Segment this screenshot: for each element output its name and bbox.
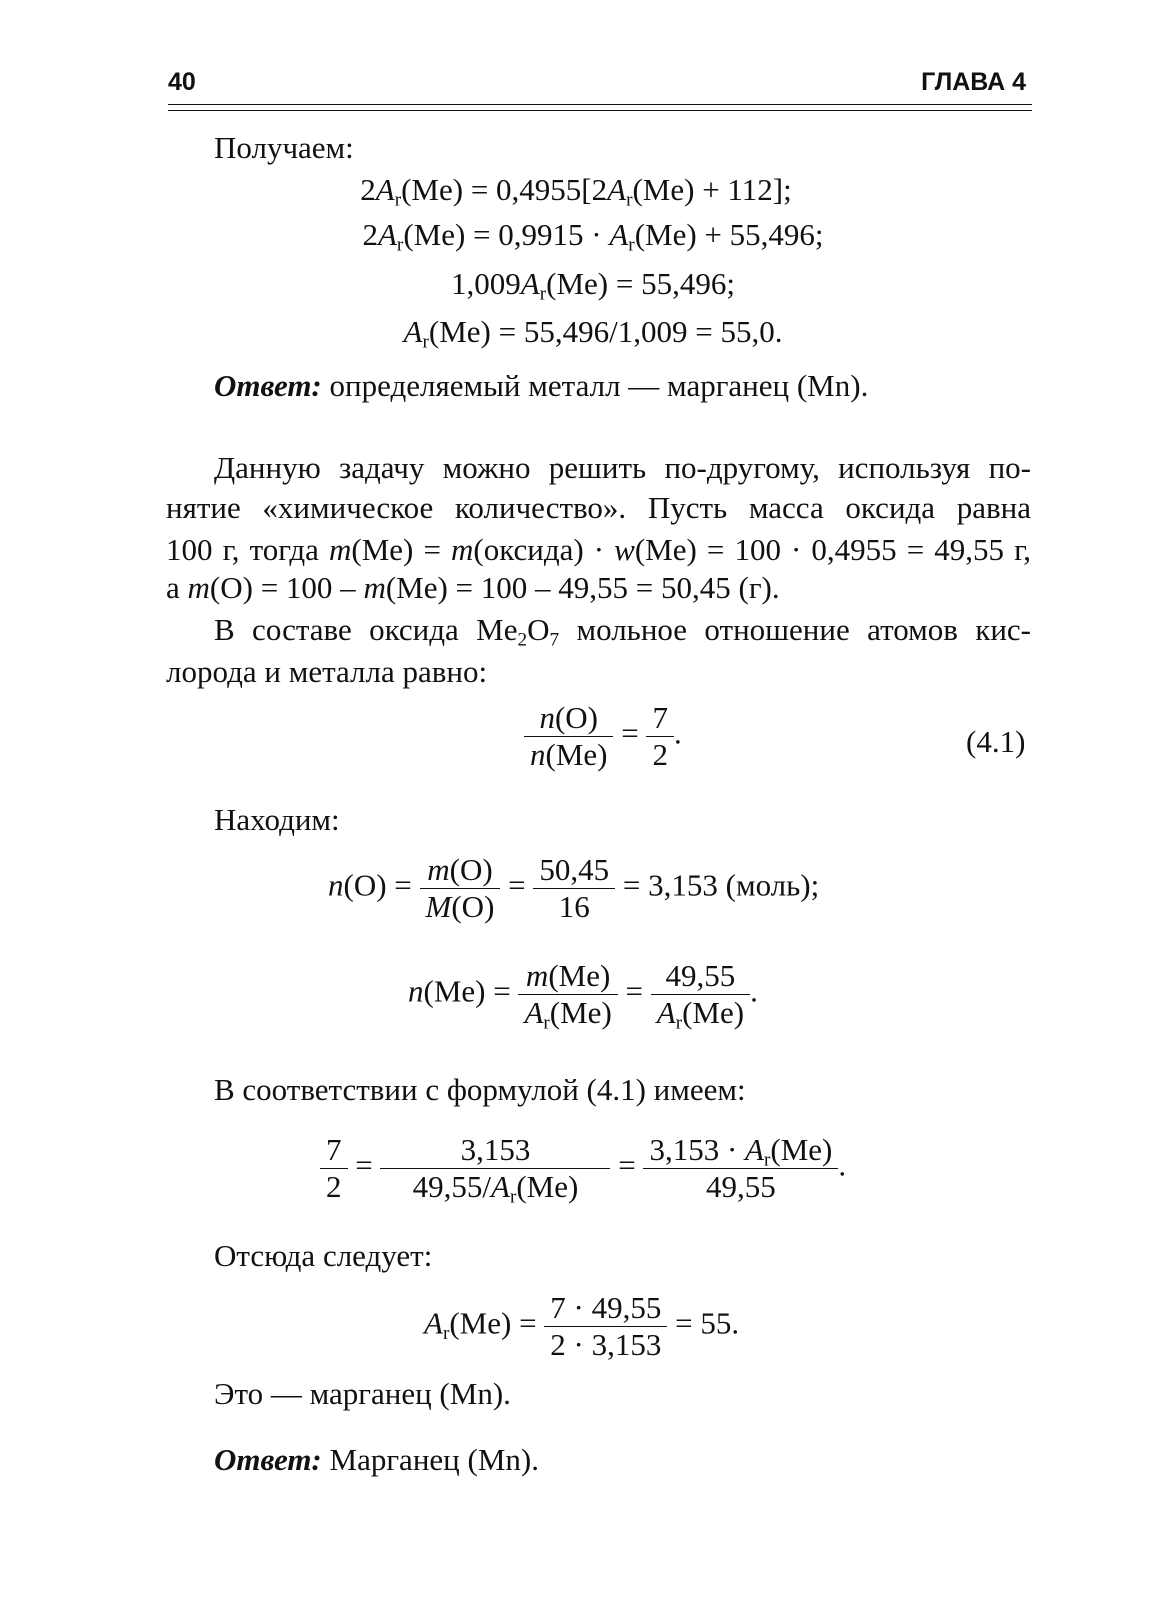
- intro-text: Получаем:: [214, 130, 354, 165]
- para2-line-2: лорода и металла равно:: [166, 654, 488, 689]
- equation-n-metal: n(Me) = $\frac{m(Me)}{A_r(Me)}$ = $\frac{49,55}{A_r(Me)}$ .: [408, 958, 758, 1034]
- para2-line-1: В составе оксида $Me_2O_7$ мольное отношение атомов кис-: [214, 612, 1031, 651]
- header-rule-bottom: [168, 110, 1032, 111]
- para1-line-2: нятие «химическое количество». Пусть масса оксида равна: [166, 490, 1031, 525]
- equation-result: $A_r(Me)$ = $\frac{7 \cdot 49,55}{2 \cdot 3,153}$ = 55.: [424, 1290, 740, 1362]
- equation-1: $2A_r(Me) = 0,4955[2A_r(Me) + 112]$;: [360, 172, 792, 211]
- answer-2: Ответ: Марганец (Mn).: [214, 1442, 539, 1477]
- equation-label-4-1: (4.1): [966, 724, 1026, 759]
- chapter-title: ГЛАВА 4: [921, 68, 1026, 96]
- answer-1: Ответ: определяемый металл — марганец (Mn).: [214, 368, 869, 403]
- equation-4: $A_r(Me) = 55,496/1,009 = 55,0$.: [403, 314, 783, 353]
- accord-text: В соответствии с формулой (4.1) имеем:: [214, 1072, 746, 1107]
- para1-line-3: 100 г, тогда m(Me) = m(оксида) · w(Me) = 100 · 0,4955 = 49,55 г,: [166, 532, 1032, 567]
- equation-n-oxygen: n(O) = $\frac{m(O)}{M(O)}$ = $\frac{50,45}{16}$ = 3,153 (моль);: [328, 852, 820, 924]
- equation-3: $1,009A_r(Me) = 55,496$;: [451, 266, 735, 305]
- equation-ratio: $\frac{7}{2}$ = $\frac{3,153}{49,55/A_r(Me)}$ = $\frac{3,153 \cdot A_r(Me)}{49,55}$ .: [320, 1132, 846, 1205]
- header-rule-top: [168, 104, 1032, 105]
- conclusion-text: Это — марганец (Mn).: [214, 1376, 511, 1411]
- para1-line-1: Данную задачу можно решить по-другому, используя по-: [214, 450, 1031, 485]
- equation-2: $2A_r(Me) = 0,9915 \cdot A_r(Me) + 55,496$;: [362, 217, 824, 256]
- equation-4-1: $\frac{n(O)}{n(Me)}$ = $\frac{7}{2}$ .: [524, 700, 682, 773]
- follows-text: Отсюда следует:: [214, 1238, 433, 1273]
- para1-line-4: а m(O) = 100 – m(Me) = 100 – 49,55 = 50,45 (г).: [166, 570, 780, 605]
- find-text: Находим:: [214, 802, 340, 837]
- page-number: 40: [168, 68, 196, 96]
